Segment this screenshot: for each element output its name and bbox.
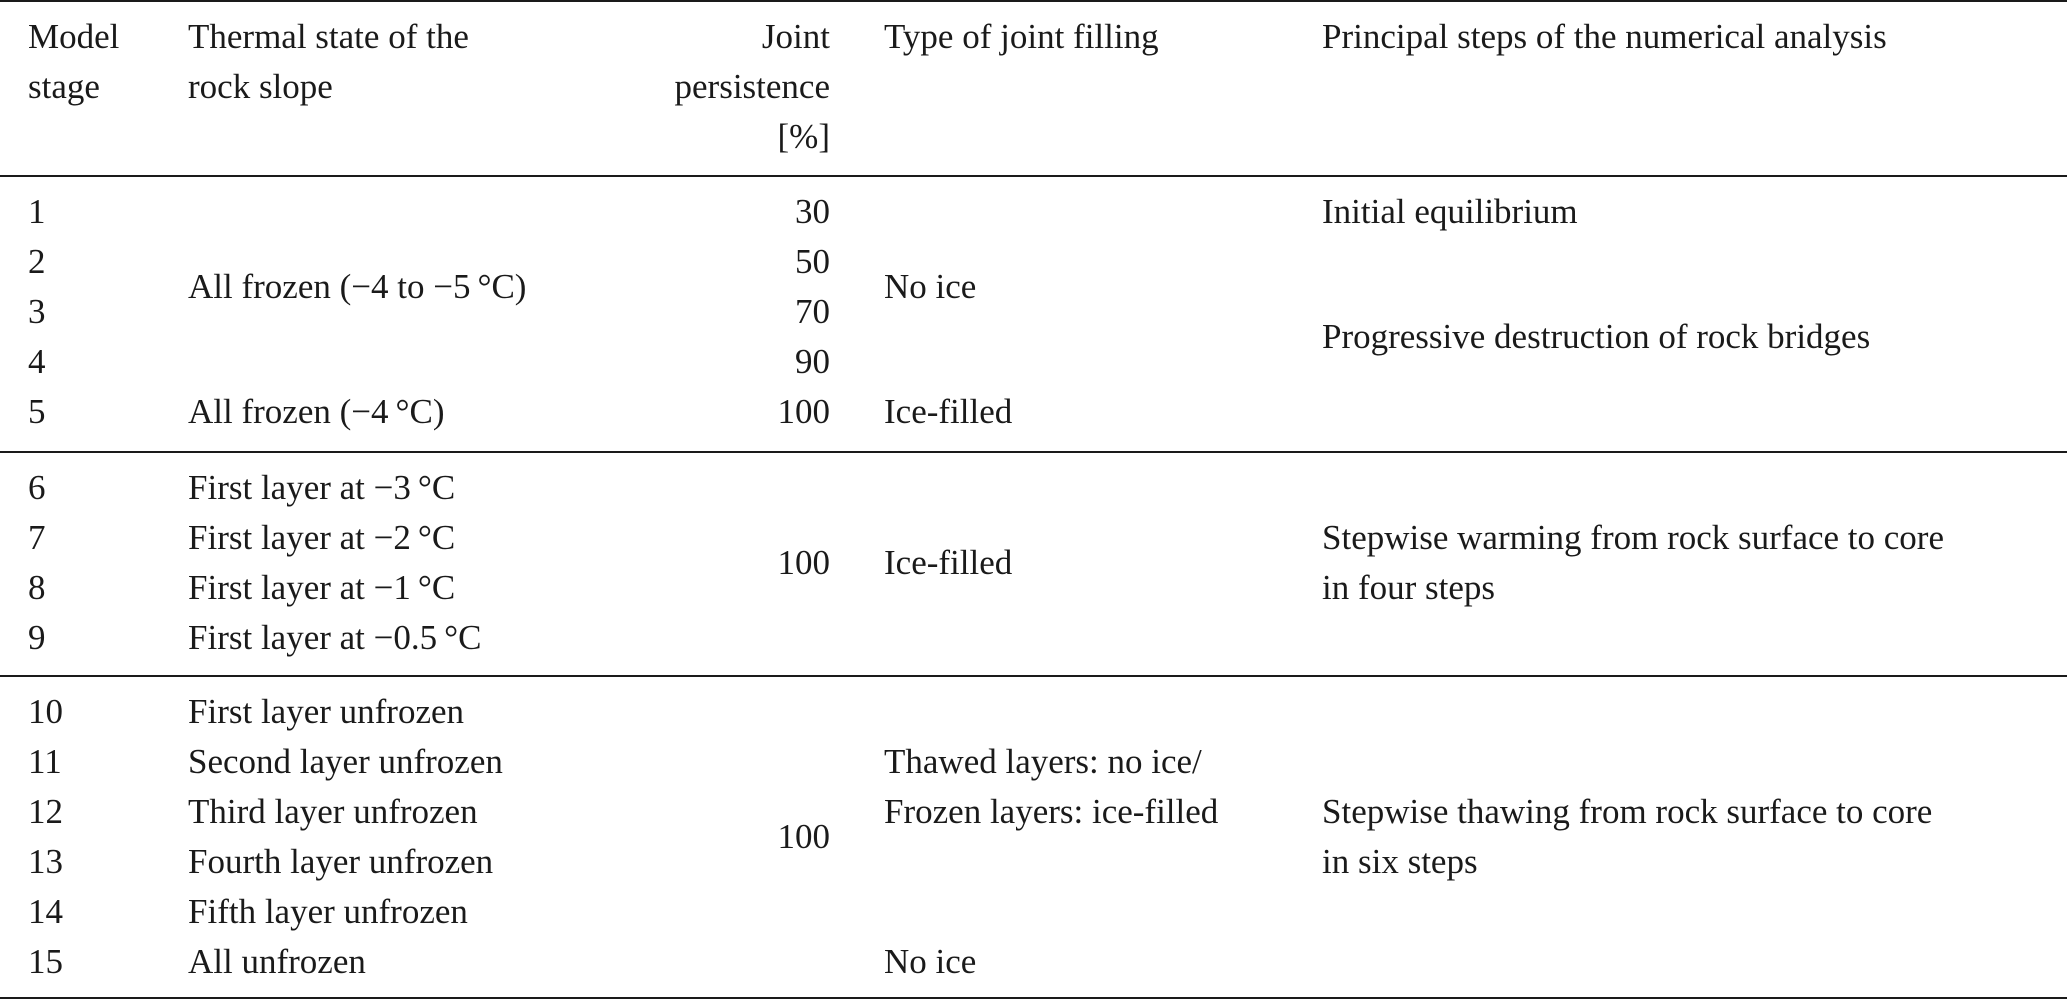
steps-cell: Initial equilibrium [1322, 192, 1578, 231]
filling-cell: No ice [884, 267, 977, 306]
header-thermal-state: rock slope [188, 67, 333, 106]
table-rule [0, 675, 2067, 677]
stage-number: 9 [28, 618, 46, 657]
thermal-cell: All frozen (−4 °C) [188, 392, 445, 431]
header-joint-persistence: Joint [761, 17, 830, 56]
thermal-cell: First layer unfrozen [188, 692, 465, 731]
stage-number: 15 [28, 942, 63, 981]
stage-number: 1 [28, 192, 46, 231]
stage-number: 5 [28, 392, 46, 431]
thermal-cell: Fourth layer unfrozen [188, 842, 494, 881]
stage-number: 12 [28, 792, 63, 831]
persistence-cell: 100 [777, 817, 830, 856]
stage-number: 11 [28, 742, 62, 781]
persistence-cell: 100 [777, 392, 830, 431]
steps-cell: in four steps [1322, 568, 1496, 607]
steps-cell: Progressive destruction of rock bridges [1322, 317, 1871, 356]
thermal-cell: Third layer unfrozen [188, 792, 478, 831]
filling-cell: No ice [884, 942, 977, 981]
persistence-cell: 70 [795, 292, 830, 331]
header-joint-persistence: persistence [674, 67, 830, 106]
thermal-cell: First layer at −3 °C [188, 468, 456, 507]
thermal-cell: First layer at −1 °C [188, 568, 456, 607]
persistence-cell: 50 [795, 242, 830, 281]
filling-cell: Ice-filled [884, 543, 1013, 582]
thermal-cell: All frozen (−4 to −5 °C) [188, 267, 527, 306]
persistence-cell: 90 [795, 342, 830, 381]
steps-cell: in six steps [1322, 842, 1478, 881]
filling-cell: Ice-filled [884, 392, 1013, 431]
stage-number: 2 [28, 242, 46, 281]
header-joint-persistence: [%] [777, 117, 830, 156]
table-rule [0, 0, 2067, 2]
persistence-cell: 100 [777, 543, 830, 582]
table-rule [0, 175, 2067, 177]
header-model-stage: stage [28, 67, 100, 106]
stage-number: 7 [28, 518, 46, 557]
header-joint-filling: Type of joint filling [884, 17, 1159, 56]
header-principal-steps: Principal steps of the numerical analysis [1322, 17, 1887, 56]
persistence-cell: 30 [795, 192, 830, 231]
thermal-cell: Second layer unfrozen [188, 742, 503, 781]
thermal-cell: First layer at −0.5 °C [188, 618, 482, 657]
table-rule [0, 451, 2067, 453]
stage-number: 10 [28, 692, 63, 731]
stage-number: 13 [28, 842, 63, 881]
filling-cell: Thawed layers: no ice/ [884, 742, 1202, 781]
stage-number: 3 [28, 292, 46, 331]
stage-number: 4 [28, 342, 46, 381]
steps-cell: Stepwise warming from rock surface to core [1322, 518, 1945, 557]
thermal-cell: Fifth layer unfrozen [188, 892, 468, 931]
table-rule [0, 997, 2067, 999]
header-thermal-state: Thermal state of the [188, 17, 469, 56]
stage-number: 8 [28, 568, 46, 607]
thermal-cell: First layer at −2 °C [188, 518, 456, 557]
thermal-cell: All unfrozen [188, 942, 366, 981]
steps-cell: Stepwise thawing from rock surface to core [1322, 792, 1933, 831]
filling-cell: Frozen layers: ice-filled [884, 792, 1219, 831]
stage-number: 14 [28, 892, 63, 931]
header-model-stage: Model [28, 17, 120, 56]
stage-number: 6 [28, 468, 46, 507]
